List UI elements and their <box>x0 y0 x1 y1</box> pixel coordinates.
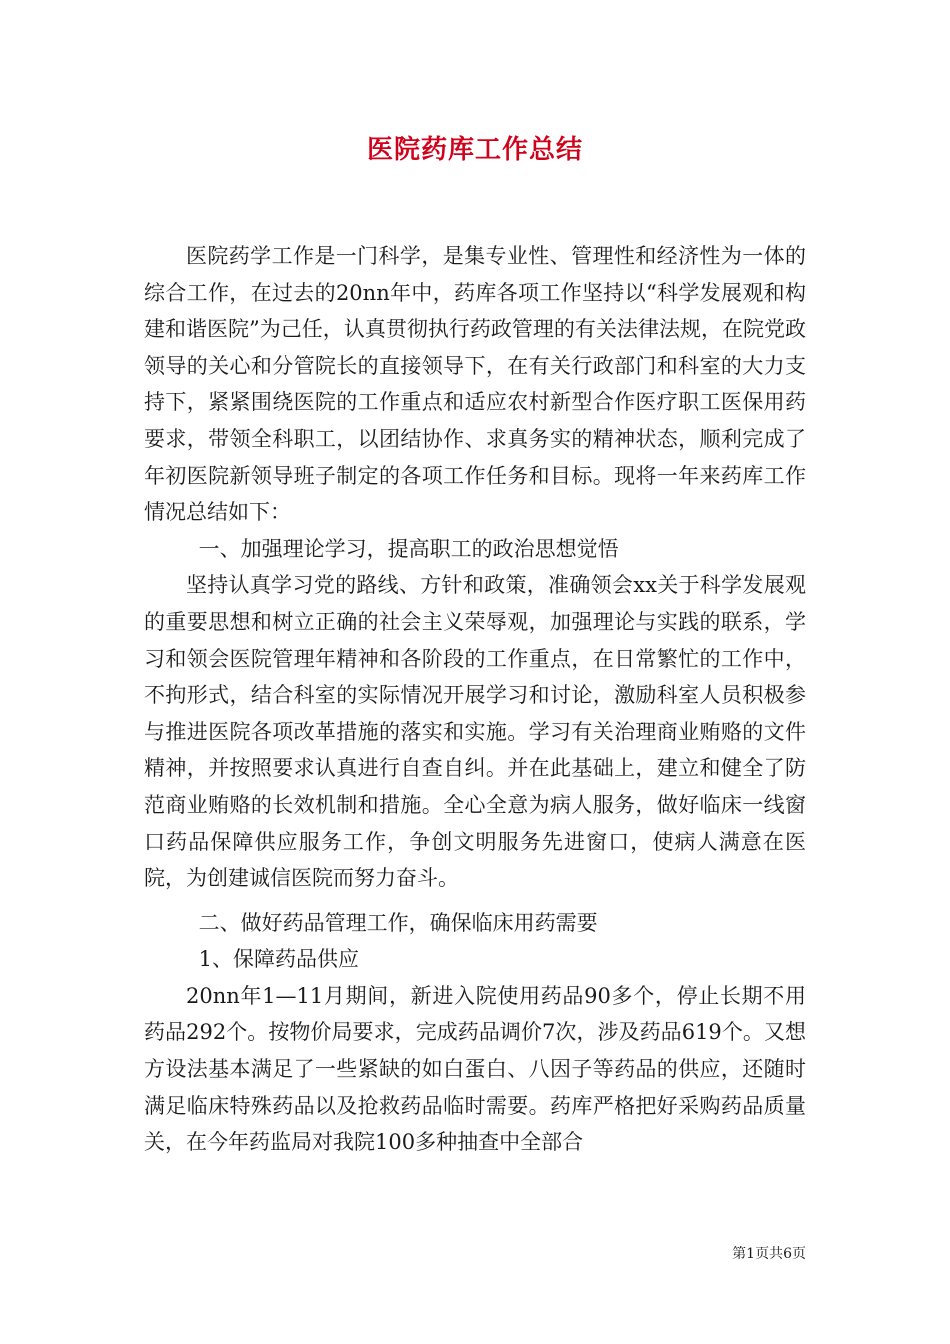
paragraph-intro: 医院药学工作是一门科学，是集专业性、管理性和经济性为一体的综合工作，在过去的20nn年中，药库各项工作坚持以“科学发展观和构建和谐医院”为己任，认真贯彻执行药政管理的有关法律法规，在院党政领导的关心和分管院长的直接领导下，在有关行政部门和科室的大力支持下，紧紧围绕医院的工作重点和适应农村新型合作医疗职工医保用药要求，带领全科职工，以团结协作、求真务实的精神状态，顺利完成了年初医院新领导班子制定的各项工作任务和目标。现将一年来药库工作情况总结如下： <box>144 244 806 525</box>
document-body <box>144 238 806 1161</box>
paragraph-section-1: 坚持认真学习党的路线、方针和政策，准确领会xx关于科学发展观的重要思想和树立正确的社会主义荣辱观，加强理论与实践的联系，学习和领会医院管理年精神和各阶段的工作重点，在日常繁忙的工作中，不拘形式，结合科室的实际情况开展学习和讨论，激励科室人员积极参与推进医院各项改革措施的落实和实施。学习有关治理商业贿赂的文件精神，并按照要求认真进行自查自纠。并在此基础上，建立和健全了防范商业贿赂的长效机制和措施。全心全意为病人服务，做好临床一线窗口药品保障供应服务工作，争创文明服务先进窗口，使病人满意在医院，为创建诚信医院而努力奋斗。 <box>144 573 806 891</box>
section-heading-1: 一、加强理论学习，提高职工的政治思想觉悟 <box>198 536 619 561</box>
paragraph-gap <box>144 897 806 905</box>
page-number-footer: 第1页共6页 <box>732 1246 806 1262</box>
paragraph-subsection-1: 20nn年1—11月期间，新进入院使用药品90多个，停止长期不用药品292个。按物价局要求，完成药品调价7次，涉及药品619个。又想方设法基本满足了一些紧缺的如白蛋白、八因子等药品的供应，还随时满足临床特殊药品以及抢救药品临时需要。药库严格把好采购药品质量关，在今年药监局对我院100多种抽查中全部合 <box>144 983 806 1155</box>
section-heading-2: 二、做好药品管理工作，确保临床用药需要 <box>198 910 598 935</box>
subsection-heading-1: 1、保障药品供应 <box>198 947 359 972</box>
document-title: 医院药库工作总结 <box>366 135 583 165</box>
